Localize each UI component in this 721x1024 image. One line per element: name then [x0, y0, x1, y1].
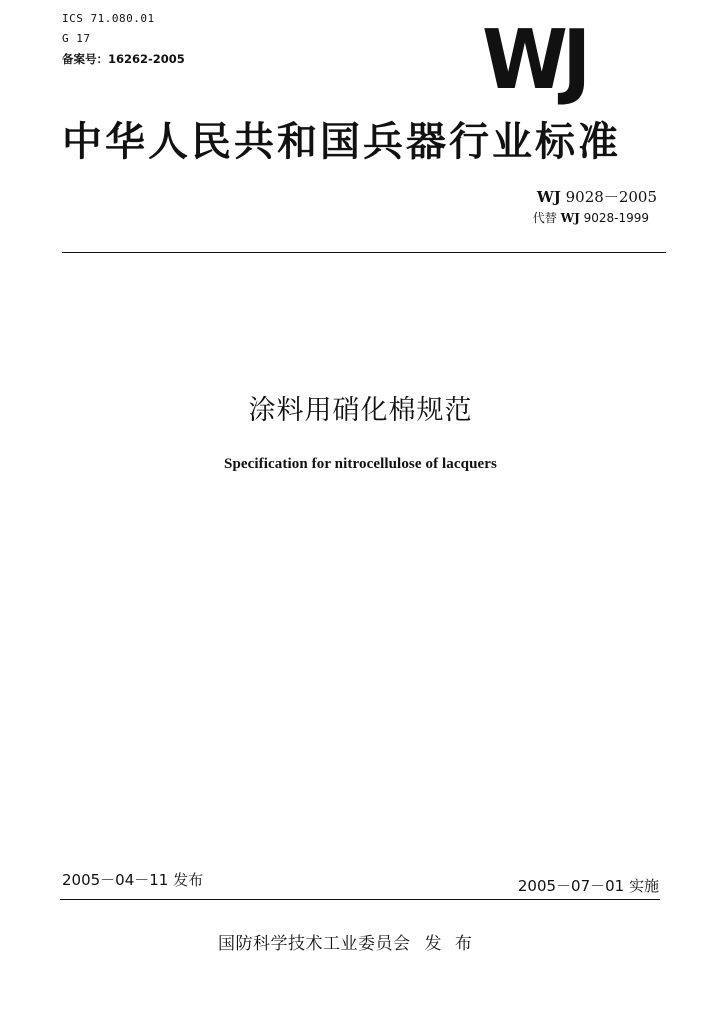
publisher-name: 国防科学技术工业委员会 — [218, 934, 411, 954]
replaces-number: 9028-1999 — [583, 211, 649, 225]
replaces-label: 代替 — [532, 211, 557, 225]
standard-number — [537, 186, 657, 207]
filing-number: 备案号：16262-2005 — [62, 52, 185, 66]
document-title-cn — [0, 388, 721, 427]
effective-date: 2005－07－01 实施 — [517, 877, 659, 895]
standard-prefix: WJ — [536, 188, 561, 206]
ics-code: ICS 71.080.01 — [62, 12, 155, 25]
wj-logo: WJ — [482, 13, 586, 108]
replaces-prefix: WJ — [560, 211, 580, 225]
publisher-verb: 发 布 — [424, 934, 476, 954]
bottom-divider — [60, 899, 660, 900]
header-title: 中华人民共和国兵器行业标准 — [62, 119, 621, 165]
issue-date: 2005－04－11 发布 — [62, 871, 204, 889]
publisher — [218, 929, 476, 954]
document-title-cn-text: 涂料用硝化棉规范 — [248, 395, 473, 426]
replaces-standard — [533, 209, 649, 226]
classification-code: G 17 — [62, 32, 91, 45]
document-title-en: Specification for nitrocellulose of lacquers — [224, 456, 497, 472]
standard-number-value: 9028－2005 — [565, 188, 657, 206]
top-divider — [62, 252, 666, 253]
